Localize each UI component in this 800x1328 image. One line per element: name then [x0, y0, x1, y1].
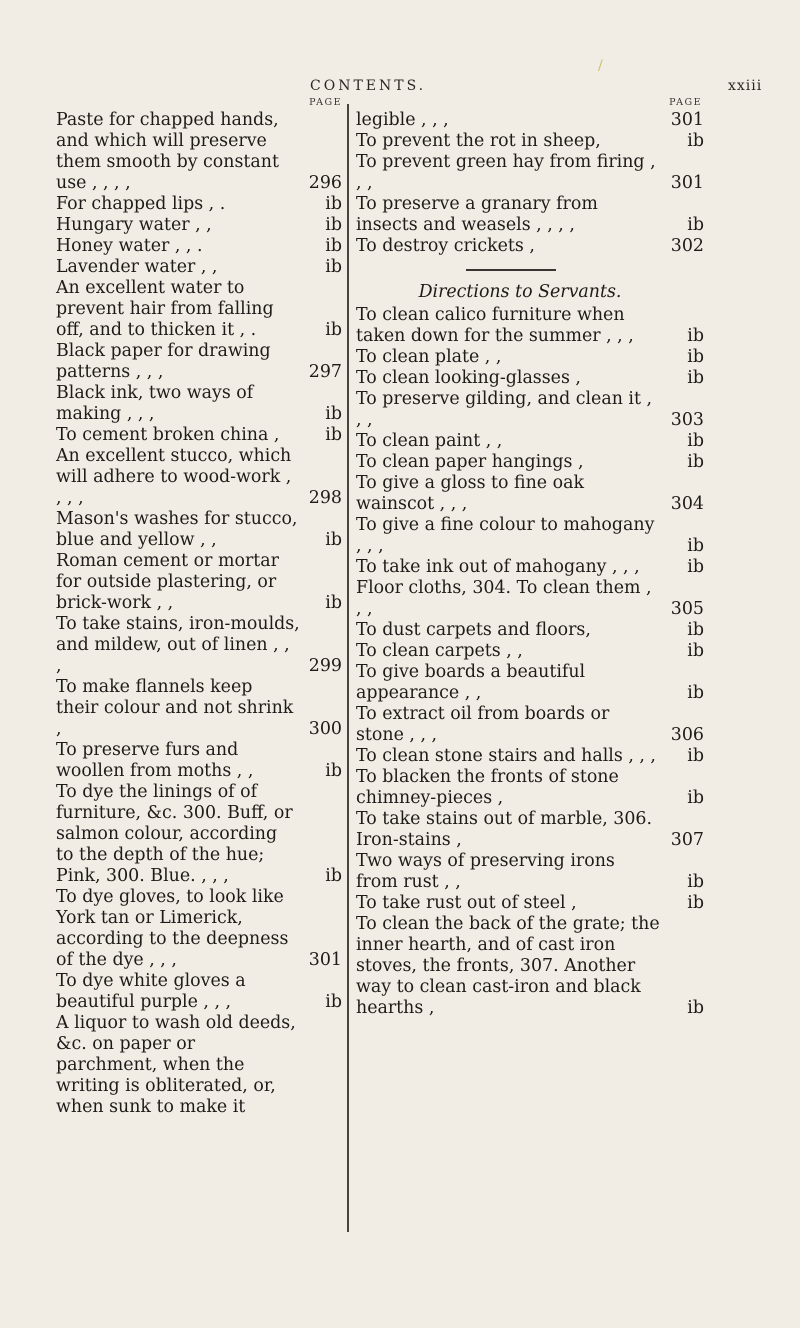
entry-title: To clean looking-glasses ,: [356, 367, 581, 388]
entry-title: To take ink out of mahogany , , ,: [356, 556, 640, 577]
entry-title: A liquor to wash old deeds, &c. on paper or parchment, when the writing is obliterated, or, when sunk to make it: [56, 1013, 296, 1117]
entry-page: ib: [325, 320, 342, 340]
toc-entry: [56, 110, 342, 194]
entry-title: Two ways of preserving irons from rust , ,: [356, 850, 615, 892]
entry-title: Paste for chapped hands, and which will preserve them smooth by constant use , , , ,: [56, 110, 279, 193]
toc-entry: [356, 767, 704, 809]
right-entries-top: [356, 110, 704, 257]
section-heading: Directions to Servants.: [418, 281, 622, 302]
entry-page: 301: [670, 110, 704, 130]
toc-entry: [56, 677, 342, 740]
toc-entry: [56, 1013, 342, 1118]
toc-entry: [356, 473, 704, 515]
entry-title: Hungary water , ,: [56, 215, 212, 235]
toc-entry: [356, 662, 704, 704]
toc-entry: [356, 620, 704, 641]
entry-page: ib: [687, 871, 704, 892]
pencil-mark: /: [598, 58, 603, 74]
entry-title: Roman cement or mortar for outside plastering, or brick-work , ,: [56, 551, 279, 613]
toc-entry: [356, 389, 704, 431]
toc-entry: [356, 914, 704, 1019]
entry-page: ib: [325, 992, 342, 1012]
entry-title: To clean the back of the grate; the inner hearth, and of cast iron stoves, the fronts, 307. Another way to clean cast-iron and black hearths ,: [356, 913, 660, 1018]
right-entries-bottom: [356, 305, 704, 1019]
entry-page: ib: [687, 787, 704, 808]
entry-title: To clean calico furniture when taken down for the summer , , ,: [356, 304, 634, 346]
toc-entry: [56, 341, 342, 383]
column-divider: [347, 104, 349, 1232]
toc-entry: [56, 614, 342, 677]
entry-title: To preserve a granary from insects and weasels , , , ,: [356, 194, 598, 235]
entry-title: To give a gloss to fine oak wainscot , , ,: [356, 472, 585, 514]
toc-entry: [56, 383, 342, 425]
entry-title: To take rust out of steel ,: [356, 892, 577, 913]
entry-page: ib: [687, 451, 704, 472]
entry-title: To dye gloves, to look like York tan or Limerick, according to the deepness of the dye , , ,: [56, 887, 289, 970]
entry-title: Mason's washes for stucco, blue and yellow , ,: [56, 509, 298, 550]
entry-page: 305: [670, 598, 704, 619]
toc-entry: [56, 551, 342, 614]
entry-title: legible , , ,: [356, 110, 449, 130]
toc-entry: [356, 704, 704, 746]
entry-title: Black ink, two ways of making , , ,: [56, 383, 254, 424]
toc-entry: [356, 515, 704, 557]
entry-title: To give a fine colour to mahogany , , ,: [356, 514, 655, 556]
running-title: CONTENTS.: [310, 78, 427, 94]
entry-title: To dust carpets and floors,: [356, 619, 591, 640]
entry-page: ib: [325, 593, 342, 613]
entry-page: ib: [687, 325, 704, 346]
entry-title: An excellent water to prevent hair from falling off, and to thicken it , .: [56, 278, 274, 340]
toc-entry: [356, 452, 704, 473]
entry-title: An excellent stucco, which will adhere to wood-work , , , ,: [56, 446, 292, 508]
entry-title: To prevent green hay from firing , , ,: [356, 152, 656, 193]
toc-entry: [356, 236, 704, 257]
entry-page: 296: [308, 173, 342, 193]
entry-title: To cement broken china ,: [56, 425, 280, 445]
toc-entry: [356, 131, 704, 152]
entry-title: To give boards a beautiful appearance , ,: [356, 661, 586, 703]
right-column: [356, 96, 704, 1019]
entry-page: ib: [325, 425, 342, 445]
entry-page: 301: [670, 173, 704, 193]
entry-page: ib: [687, 131, 704, 151]
toc-entry: [56, 782, 342, 887]
entry-page: ib: [325, 761, 342, 781]
toc-entry: [356, 305, 704, 347]
entry-page: ib: [687, 745, 704, 766]
entry-title: To clean plate , ,: [356, 346, 502, 367]
entry-title: Floor cloths, 304. To clean them , , ,: [356, 577, 652, 619]
entry-page: 297: [308, 362, 342, 382]
entry-title: To clean stone stairs and halls , , ,: [356, 745, 656, 766]
page-number: xxiii: [728, 78, 763, 94]
entry-page: ib: [687, 556, 704, 577]
entry-title: To take stains out of marble, 306. Iron-stains ,: [356, 808, 653, 850]
toc-entry: [56, 425, 342, 446]
entry-title: To preserve furs and woollen from moths , ,: [56, 740, 254, 781]
toc-entry: [56, 236, 342, 257]
entry-page: ib: [325, 236, 342, 256]
left-column: [56, 96, 342, 1118]
entry-page: ib: [325, 215, 342, 235]
page-column-label: PAGE: [669, 97, 702, 108]
page-header: [0, 48, 800, 94]
entry-page: 304: [670, 493, 704, 514]
toc-entry: [56, 194, 342, 215]
left-entries: [56, 110, 342, 1118]
entry-title: To destroy crickets ,: [356, 236, 535, 256]
entry-page: ib: [325, 866, 342, 886]
entry-page: ib: [325, 194, 342, 214]
entry-page: ib: [325, 257, 342, 277]
toc-entry: [356, 347, 704, 368]
entry-title: To blacken the fronts of stone chimney-pieces ,: [356, 766, 619, 808]
toc-entry: [356, 578, 704, 620]
toc-entry: [56, 887, 342, 971]
entry-page: ib: [687, 892, 704, 913]
entry-page: 300: [308, 719, 342, 739]
entry-page: ib: [687, 682, 704, 703]
toc-entry: [56, 215, 342, 236]
entry-title: To prevent the rot in sheep,: [356, 131, 601, 151]
page-column-label: PAGE: [309, 97, 342, 108]
entry-page: 301: [308, 950, 342, 970]
entry-page: 307: [670, 829, 704, 850]
toc-entry: [356, 746, 704, 767]
entry-title: Lavender water , ,: [56, 257, 218, 277]
entry-title: To extract oil from boards or stone , , ,: [356, 703, 610, 745]
entry-title: To dye white gloves a beautiful purple , , ,: [56, 971, 246, 1012]
section-separator: [466, 269, 556, 271]
toc-entry: [356, 368, 704, 389]
toc-entry: [356, 893, 704, 914]
toc-entry: [356, 152, 704, 194]
entry-title: To clean paint , ,: [356, 430, 503, 451]
entry-page: ib: [687, 535, 704, 556]
toc-entry: [356, 851, 704, 893]
toc-entry: [56, 257, 342, 278]
entry-title: Honey water , , .: [56, 236, 203, 256]
entry-page: ib: [687, 367, 704, 388]
entry-page: ib: [687, 619, 704, 640]
toc-entry: [56, 278, 342, 341]
toc-entry: [56, 971, 342, 1013]
toc-entry: [356, 431, 704, 452]
entry-page: 298: [308, 488, 342, 508]
entry-page: ib: [687, 640, 704, 661]
entry-title: To preserve gilding, and clean it , , ,: [356, 388, 653, 430]
toc-entry: [56, 446, 342, 509]
entry-title: To clean paper hangings ,: [356, 451, 584, 472]
entry-title: For chapped lips , .: [56, 194, 226, 214]
entry-title: Black paper for drawing patterns , , ,: [56, 341, 271, 382]
toc-entry: [356, 557, 704, 578]
entry-title: To make flannels keep their colour and not shrink ,: [56, 677, 294, 739]
entry-title: To take stains, iron-moulds, and mildew, out of linen , , ,: [56, 614, 300, 676]
entry-page: 303: [670, 409, 704, 430]
toc-entry: [56, 740, 342, 782]
entry-page: 302: [670, 236, 704, 256]
toc-entry: [56, 509, 342, 551]
toc-entry: [356, 110, 704, 131]
entry-page: ib: [687, 430, 704, 451]
entry-page: 306: [670, 724, 704, 745]
entry-page: ib: [687, 997, 704, 1018]
entry-page: ib: [325, 404, 342, 424]
toc-entry: [356, 809, 704, 851]
toc-entry: [356, 194, 704, 236]
entry-title: To clean carpets , ,: [356, 640, 523, 661]
entry-page: ib: [325, 530, 342, 550]
entry-title: To dye the linings of of furniture, &c. 300. Buff, or salmon colour, according to the depth of the hue; Pink, 300. Blue. , , ,: [56, 782, 293, 886]
entry-page: 299: [308, 656, 342, 676]
entry-page: ib: [687, 346, 704, 367]
toc-entry: [356, 641, 704, 662]
entry-page: ib: [687, 215, 704, 235]
